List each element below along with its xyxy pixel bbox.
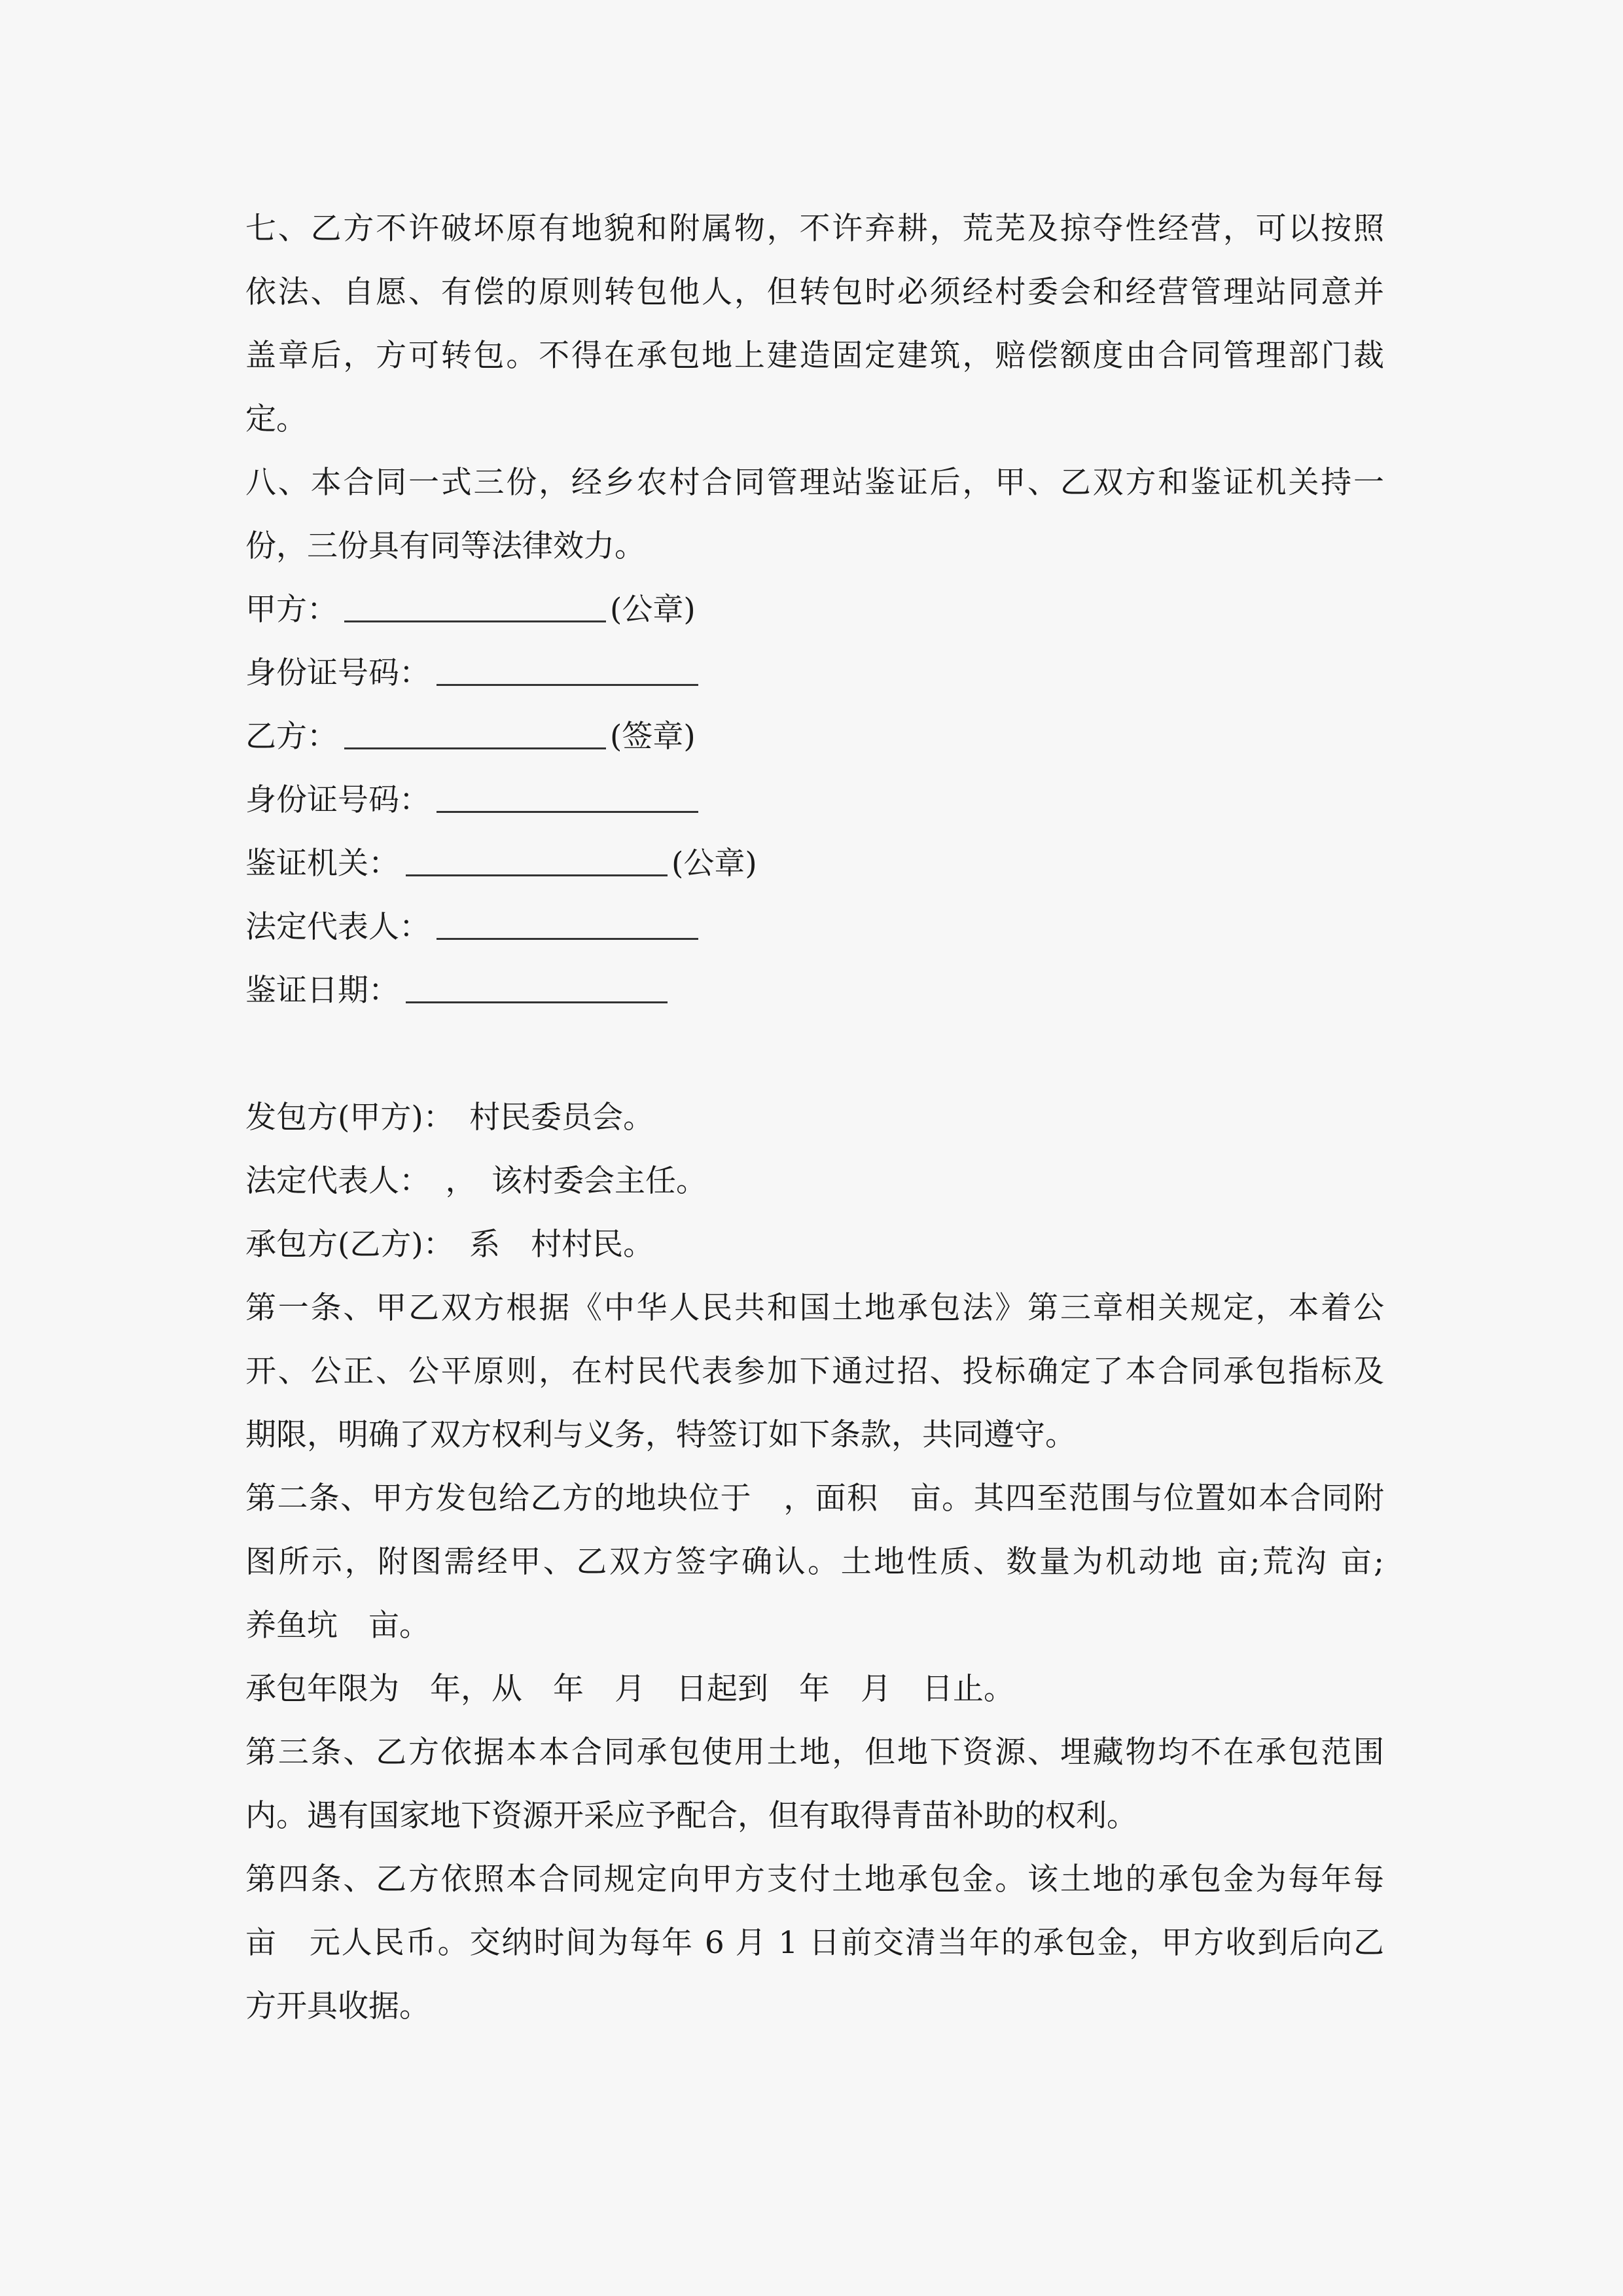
article-1-line-2: 开、公正、公平原则，在村民代表参加下通过招、投标确定了本合同承包指标及: [245, 1354, 1384, 1390]
signature-party-a: [245, 590, 696, 630]
signature-party-b: [245, 717, 696, 757]
article-4-line-1: 第四条、乙方依照本合同规定向甲方支付土地承包金。该土地的承包金为每年每: [245, 1861, 1384, 1897]
legal-rep-blank: [437, 912, 698, 940]
article-2-line-2: 图所示，附图需经甲、乙双方签字确认。土地性质、数量为机动地 亩;荒沟 亩;: [245, 1544, 1384, 1580]
date-blank: [406, 975, 668, 1003]
clause-7-line-1: 七、乙方不许破坏原有地貌和附属物，不许弃耕，荒芜及掠夺性经营，可以按照: [245, 211, 1384, 247]
verifier-seal: (公章): [671, 846, 757, 882]
verifier-blank: [406, 848, 668, 876]
signature-id-1: [245, 654, 702, 693]
clause-7-line-3: 盖章后，方可转包。不得在承包地上建造固定建筑，赔偿额度由合同管理部门裁: [245, 338, 1384, 374]
legal-rep-label: 法定代表人：: [245, 909, 430, 945]
clause-8-line-1: 八、本合同一式三份，经乡农村合同管理站鉴证后，甲、乙双方和鉴证机关持一: [245, 465, 1384, 501]
id-1-label: 身份证号码：: [245, 655, 430, 691]
signature-legal-rep: [245, 908, 702, 947]
article-3-line-1: 第三条、乙方依据本本合同承包使用土地，但地下资源、埋藏物均不在承包范围: [245, 1734, 1384, 1770]
signature-verifier: [245, 844, 757, 884]
employer-line: 发包方(甲方)： 村民委员会。: [245, 1100, 654, 1136]
party-a-seal: (公章): [610, 592, 696, 628]
article-1-line-1: 第一条、甲乙双方根据《中华人民共和国土地承包法》第三章相关规定，本着公: [245, 1290, 1384, 1326]
party-b-blank: [344, 721, 606, 749]
id-2-blank: [437, 785, 698, 813]
id-1-blank: [437, 658, 698, 686]
article-3-line-2: 内。遇有国家地下资源开采应予配合，但有取得青苗补助的权利。: [245, 1798, 1137, 1834]
article-2-line-1: 第二条、甲方发包给乙方的地块位于 ，面积 亩。其四至范围与位置如本合同附: [245, 1480, 1384, 1516]
article-4-line-3: 方开具收据。: [245, 1988, 430, 2024]
party-b-seal: (签章): [610, 719, 696, 755]
clause-7-line-4: 定。: [245, 401, 307, 437]
article-1-line-3: 期限，明确了双方权利与义务，特签订如下条款，共同遵守。: [245, 1417, 1076, 1453]
clause-7-line-2: 依法、自愿、有偿的原则转包他人，但转包时必须经村委会和经营管理站同意并: [245, 274, 1384, 310]
id-2-label: 身份证号码：: [245, 782, 430, 818]
article-2-line-3: 养鱼坑 亩。: [245, 1607, 430, 1643]
signature-id-2: [245, 781, 702, 820]
party-a-label: 甲方：: [245, 592, 338, 628]
party-b-label: 乙方：: [245, 719, 338, 755]
contractor-line: 承包方(乙方)： 系 村村民。: [245, 1227, 654, 1263]
legal-rep-line: 法定代表人： ， 该村委会主任。: [245, 1163, 707, 1199]
verifier-label: 鉴证机关：: [245, 846, 399, 882]
signature-date: [245, 971, 671, 1011]
article-4-line-2: 亩 元人民币。交纳时间为每年 6 月 1 日前交清当年的承包金，甲方收到后向乙: [245, 1925, 1384, 1961]
clause-8-line-2: 份，三份具有同等法律效力。: [245, 528, 645, 564]
contract-term-line: 承包年限为 年，从 年 月 日起到 年 月 日止。: [245, 1671, 1014, 1707]
party-a-blank: [344, 594, 606, 622]
date-label: 鉴证日期：: [245, 973, 399, 1009]
